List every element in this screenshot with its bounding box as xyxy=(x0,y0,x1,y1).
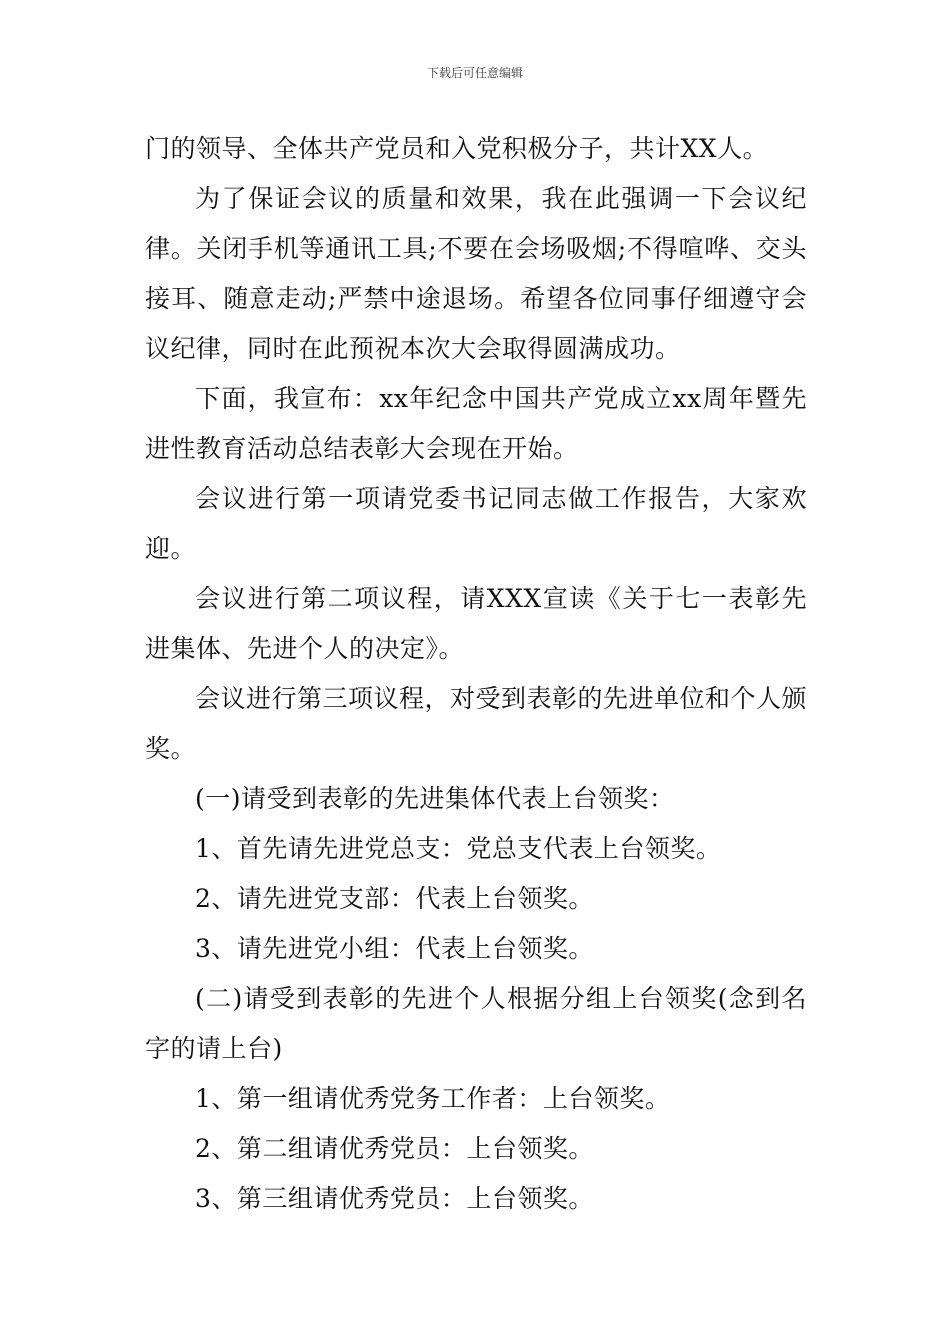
paragraph-5: 会议进行第二项议程，请XXX宣读《关于七一表彰先进集体、先进个人的决定》。 xyxy=(145,584,807,663)
paragraph-7: (一)请受到表彰的先进集体代表上台领奖： xyxy=(195,784,675,813)
paragraph-6: 会议进行第三项议程，对受到表彰的先进单位和个人颁奖。 xyxy=(145,684,808,763)
paragraph-11: (二)请受到表彰的先进个人根据分组上台领奖(念到名字的请上台) xyxy=(145,984,807,1063)
paragraph-12: 1、第一组请优秀党务工作者：上台领奖。 xyxy=(195,1084,671,1113)
paragraph-2: 为了保证会议的质量和效果，我在此强调一下会议纪律。关闭手机等通讯工具;不要在会场吸烟;不得喧哗、交头接耳、随意走动;严禁中途退场。希望各位同事仔细遵守会议纪律，同时在此预祝本次大会取得圆满成功。 xyxy=(145,184,807,363)
page-header-note: 下载后可任意编辑 xyxy=(426,66,523,80)
paragraph-13: 2、第二组请优秀党员：上台领奖。 xyxy=(195,1134,594,1163)
paragraph-10: 3、请先进党小组：代表上台领奖。 xyxy=(195,934,594,963)
paragraph-4: 会议进行第一项请党委书记同志做工作报告，大家欢迎。 xyxy=(145,484,807,563)
paragraph-8: 1、首先请先进党总支：党总支代表上台领奖。 xyxy=(195,834,722,863)
paragraph-3: 下面，我宣布：xx年纪念中国共产党成立xx周年暨先进性教育活动总结表彰大会现在开始。 xyxy=(145,384,807,463)
paragraph-1: 门的领导、全体共产党员和入党积极分子，共计XX人。 xyxy=(145,134,769,163)
document-body xyxy=(145,124,807,1224)
paragraph-9: 2、请先进党支部：代表上台领奖。 xyxy=(195,884,594,913)
paragraph-14: 3、第三组请优秀党员：上台领奖。 xyxy=(195,1184,594,1213)
